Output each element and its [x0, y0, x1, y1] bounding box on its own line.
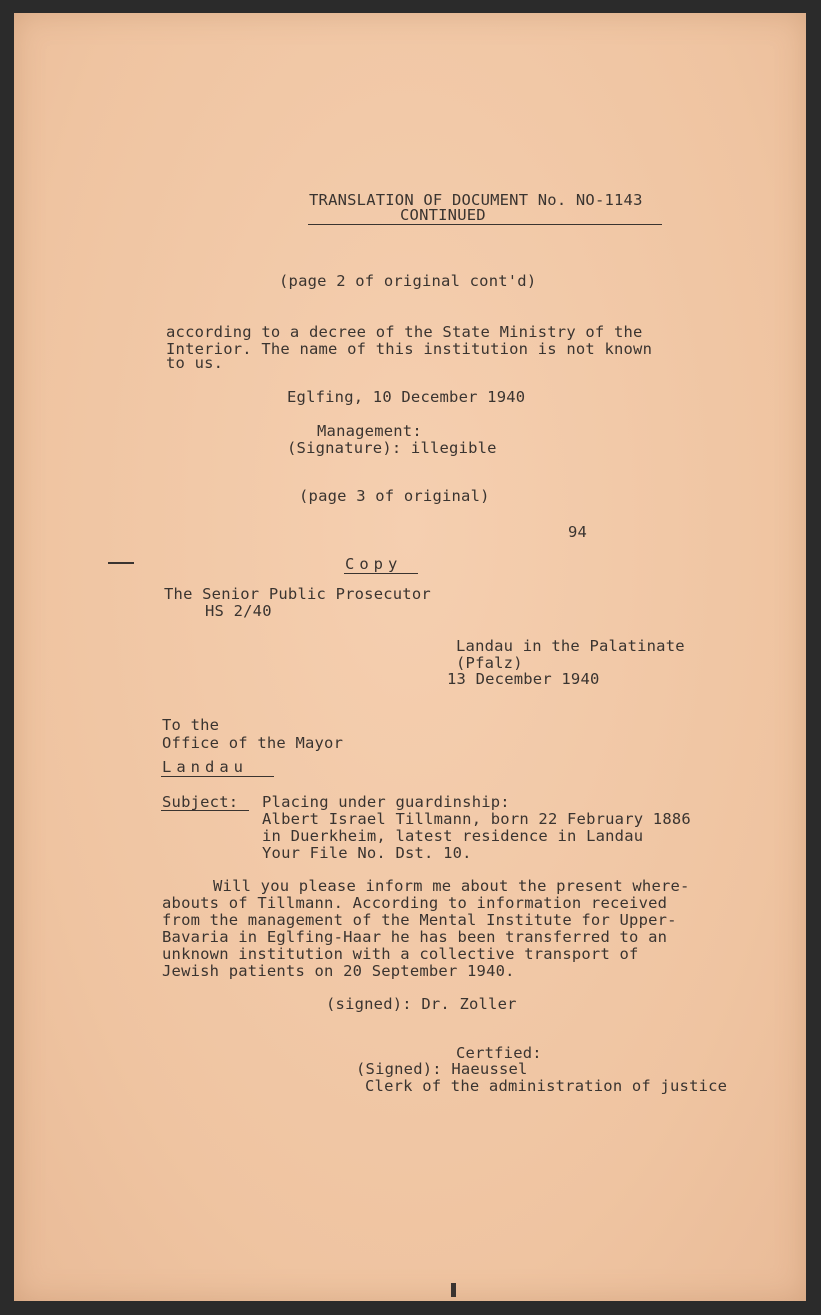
subject-line: Albert Israel Tillmann, born 22 February 1886	[262, 810, 691, 828]
recipient-line: To the	[162, 716, 220, 734]
sender-ref: HS 2/40	[205, 602, 272, 620]
city-underline	[161, 776, 274, 777]
clerk-line: Clerk of the administration of justice	[365, 1077, 728, 1095]
certified-signed: (Signed): Haeussel	[356, 1060, 528, 1078]
header-underline	[308, 224, 662, 225]
paragraph-line: to us.	[166, 354, 224, 372]
certified-label: Certfied:	[456, 1044, 542, 1062]
paragraph-line: according to a decree of the State Ministry of the	[166, 323, 643, 341]
margin-mark	[108, 562, 134, 564]
header-title: TRANSLATION OF DOCUMENT No. NO-1143	[309, 191, 643, 209]
body-line: from the management of the Mental Institute for Upper-	[162, 911, 677, 929]
signed-line: (signed): Dr. Zoller	[326, 995, 517, 1013]
body-line: unknown institution with a collective transport of	[162, 945, 639, 963]
bottom-mark	[451, 1283, 456, 1297]
subject-line: Your File No. Dst. 10.	[262, 844, 472, 862]
page-number: 94	[568, 523, 588, 541]
sender-line: The Senior Public Prosecutor	[164, 585, 431, 603]
copy-heading: Copy	[345, 555, 403, 573]
place-line: Landau in the Palatinate	[456, 637, 685, 655]
copy-underline	[344, 573, 418, 574]
body-line: Will you please inform me about the present where-	[213, 877, 690, 895]
paragraph-line: Interior. The name of this institution is not known	[166, 340, 653, 358]
recipient-city: Landau	[162, 758, 248, 776]
body-line: Jewish patients on 20 September 1940.	[162, 962, 515, 980]
body-line: Bavaria in Eglfing-Haar he has been transferred to an	[162, 928, 668, 946]
subject-label: Subject:	[162, 793, 239, 811]
date-line: 13 December 1940	[447, 670, 600, 688]
recipient-line: Office of the Mayor	[162, 734, 344, 752]
subject-line: Placing under guardinship:	[262, 793, 510, 811]
place-line: (Pfalz)	[456, 654, 523, 672]
page-note-cont: (page 2 of original cont'd)	[279, 272, 537, 290]
place-date: Eglfing, 10 December 1940	[287, 388, 526, 406]
signature-line: (Signature): illegible	[287, 439, 497, 457]
header-continued: CONTINUED	[400, 206, 486, 224]
page-note-original: (page 3 of original)	[299, 487, 490, 505]
subject-underline	[161, 810, 249, 811]
subject-line: in Duerkheim, latest residence in Landau	[262, 827, 644, 845]
body-line: abouts of Tillmann. According to information received	[162, 894, 668, 912]
management-label: Management:	[317, 422, 422, 440]
